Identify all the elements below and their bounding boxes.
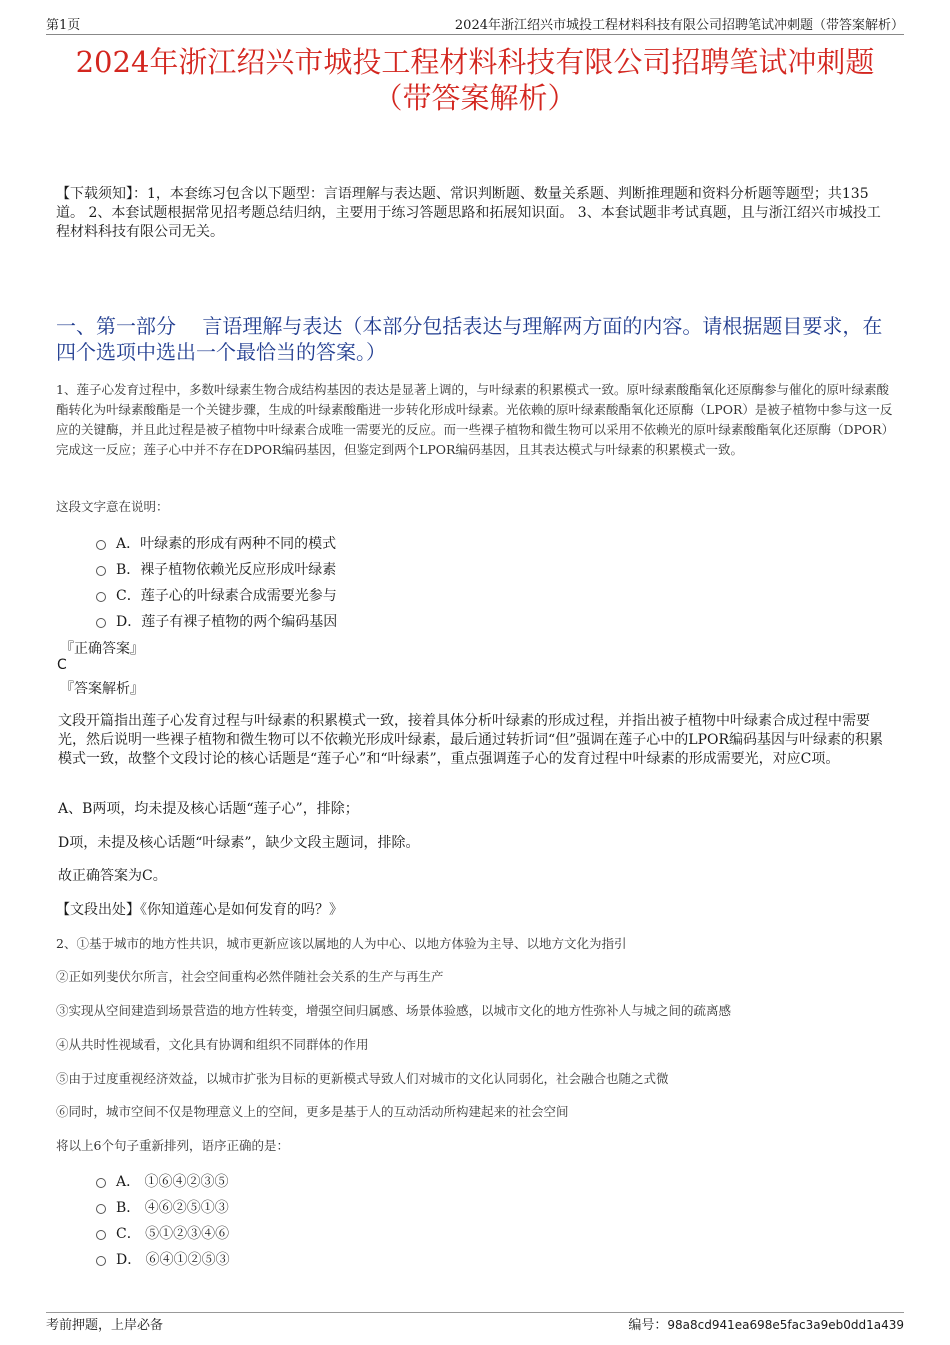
- download-notice: 【下载须知】：1，本套练习包含以下题型：言语理解与表达题、常识判断题、数量关系题、判断推理题和资料分析题等题型；共135道。 2、本套试题根据常见招考题总结归纳，主要用于练习答题思路和拓展知识面。 3、本套试题非考试真题，且与浙江绍兴市城投工程材料科技有限公司无关。: [56, 186, 881, 240]
- radio-icon[interactable]: [96, 1204, 106, 1214]
- footer-divider: [46, 1312, 904, 1313]
- question-2-sentence: ④从共时性视域看，文化具有协调和组织不同群体的作用: [56, 1037, 369, 1052]
- question-2-sentence: 2、①基于城市的地方性共识，城市更新应该以属地的人为中心、以地方体验为主导、以地方文化为指引: [56, 936, 627, 951]
- q1-option-c[interactable]: [96, 585, 337, 605]
- q2-option-a[interactable]: [96, 1171, 229, 1191]
- question-2-prompt: 将以上6个句子重新排列，语序正确的是：: [56, 1138, 289, 1153]
- analysis-paragraph: 文段开篇指出莲子心发育过程与叶绿素的积累模式一致，接着具体分析叶绿素的形成过程，并指出被子植物中叶绿素合成过程中需要光，然后说明一些裸子植物和微生物可以不依赖光形成叶绿素，最后通过转折词“但”强调在莲子心中的LPOR编码基因与叶绿素的积累模式一致，故整个文段讨论的核心话题是“莲子心”和“叶绿素”，重点强调莲子心的发育过程中叶绿素的形成需要光，对应C项。: [58, 713, 884, 767]
- question-1-prompt: 这段文字意在说明：: [56, 499, 169, 514]
- analysis-line: A、B两项，均未提及核心话题“莲子心”，排除；: [58, 801, 359, 817]
- radio-icon[interactable]: [96, 1178, 106, 1188]
- passage-source: 【文段出处】《你知道莲心是如何发育的吗？》: [56, 902, 343, 918]
- q2-option-d[interactable]: [96, 1249, 230, 1269]
- q1-option-a[interactable]: [96, 533, 336, 553]
- option-label: D． ⑥④①②⑤③: [116, 1252, 230, 1268]
- document-title: [30, 44, 920, 116]
- radio-icon[interactable]: [96, 618, 106, 628]
- footer-code: [628, 1314, 904, 1333]
- footer-slogan: 考前押题，上岸必备: [46, 1318, 164, 1333]
- option-label: A．叶绿素的形成有两种不同的模式: [116, 536, 337, 552]
- radio-icon[interactable]: [96, 566, 106, 576]
- option-label: B．裸子植物依赖光反应形成叶绿素: [116, 562, 337, 578]
- footer-code-label: 编号：: [628, 1318, 668, 1333]
- question-2-sentence: ②正如列斐伏尔所言，社会空间重构必然伴随社会关系的生产与再生产: [56, 969, 444, 984]
- radio-icon[interactable]: [96, 1256, 106, 1266]
- q2-option-b[interactable]: [96, 1197, 229, 1217]
- radio-icon[interactable]: [96, 1230, 106, 1240]
- q2-option-c[interactable]: [96, 1223, 229, 1243]
- question-1-text: 1、莲子心发育过程中，多数叶绿素生物合成结构基因的表达是显著上调的，与叶绿素的积累模式一致。原叶绿素酸酯氧化还原酶参与催化的原叶绿素酸酯转化为叶绿素酸酯是一个关键步骤，生成的叶绿素酸酯进一步转化形成叶绿素。光依赖的原叶绿素酸酯氧化还原酶（LPOR）是被子植物中参与这一反应的关键酶，并且此过程是被子植物中叶绿素合成唯一需要光的反应。而一些裸子植物和微生物可以采用不依赖光的原叶绿素酸酯氧化还原酶（DPOR）完成这一反应；莲子心中并不存在DPOR编码基因，但鉴定到两个LPOR编码基因，且其表达模式与叶绿素的积累模式一致。: [56, 382, 895, 457]
- running-header-title: 2024年浙江绍兴市城投工程材料科技有限公司招聘笔试冲刺题（带答案解析）: [454, 18, 904, 33]
- section-heading: 一、第一部分 言语理解与表达（本部分包括表达与理解两方面的内容。请根据题目要求，在四个选项中选出一个最恰当的答案。）: [56, 314, 883, 364]
- option-label: B． ④⑥②⑤①③: [116, 1200, 229, 1216]
- footer-code-value: 98a8cd941ea698e5fac3a9eb0dd1a439: [667, 1318, 904, 1332]
- option-label: C． ⑤①②③④⑥: [116, 1226, 230, 1242]
- radio-icon[interactable]: [96, 592, 106, 602]
- question-2-sentence: ③实现从空间建造到场景营造的地方性转变，增强空间归属感、场景体验感，以城市文化的地方性弥补人与城之间的疏离感: [56, 1003, 732, 1018]
- q1-option-d[interactable]: [96, 611, 337, 631]
- radio-icon[interactable]: [96, 540, 106, 550]
- q1-option-b[interactable]: [96, 559, 336, 579]
- correct-answer-value: C: [57, 657, 67, 673]
- option-label: C．莲子心的叶绿素合成需要光参与: [116, 588, 337, 604]
- analysis-line: D项，未提及核心话题“叶绿素”，缺少文段主题词，排除。: [58, 835, 420, 851]
- header-divider: [46, 34, 904, 35]
- title-line-1: 2024年浙江绍兴市城投工程材料科技有限公司招聘笔试冲刺题: [75, 45, 875, 79]
- question-2-sentence: ⑥同时，城市空间不仅是物理意义上的空间，更多是基于人的互动活动所构建起来的社会空间: [56, 1104, 569, 1119]
- option-label: A． ①⑥④②③⑤: [116, 1174, 229, 1190]
- page-number: 第1页: [46, 18, 81, 33]
- question-2-sentence: ⑤由于过度重视经济效益，以城市扩张为目标的更新模式导致人们对城市的文化认同弱化，社会融合也随之式微: [56, 1071, 669, 1086]
- analysis-conclusion: 故正确答案为C。: [58, 868, 167, 884]
- correct-answer-label: 『正确答案』: [60, 641, 144, 657]
- title-line-2: （带答案解析）: [373, 81, 577, 115]
- option-label: D．莲子有裸子植物的两个编码基因: [116, 614, 338, 630]
- analysis-label: 『答案解析』: [60, 681, 144, 697]
